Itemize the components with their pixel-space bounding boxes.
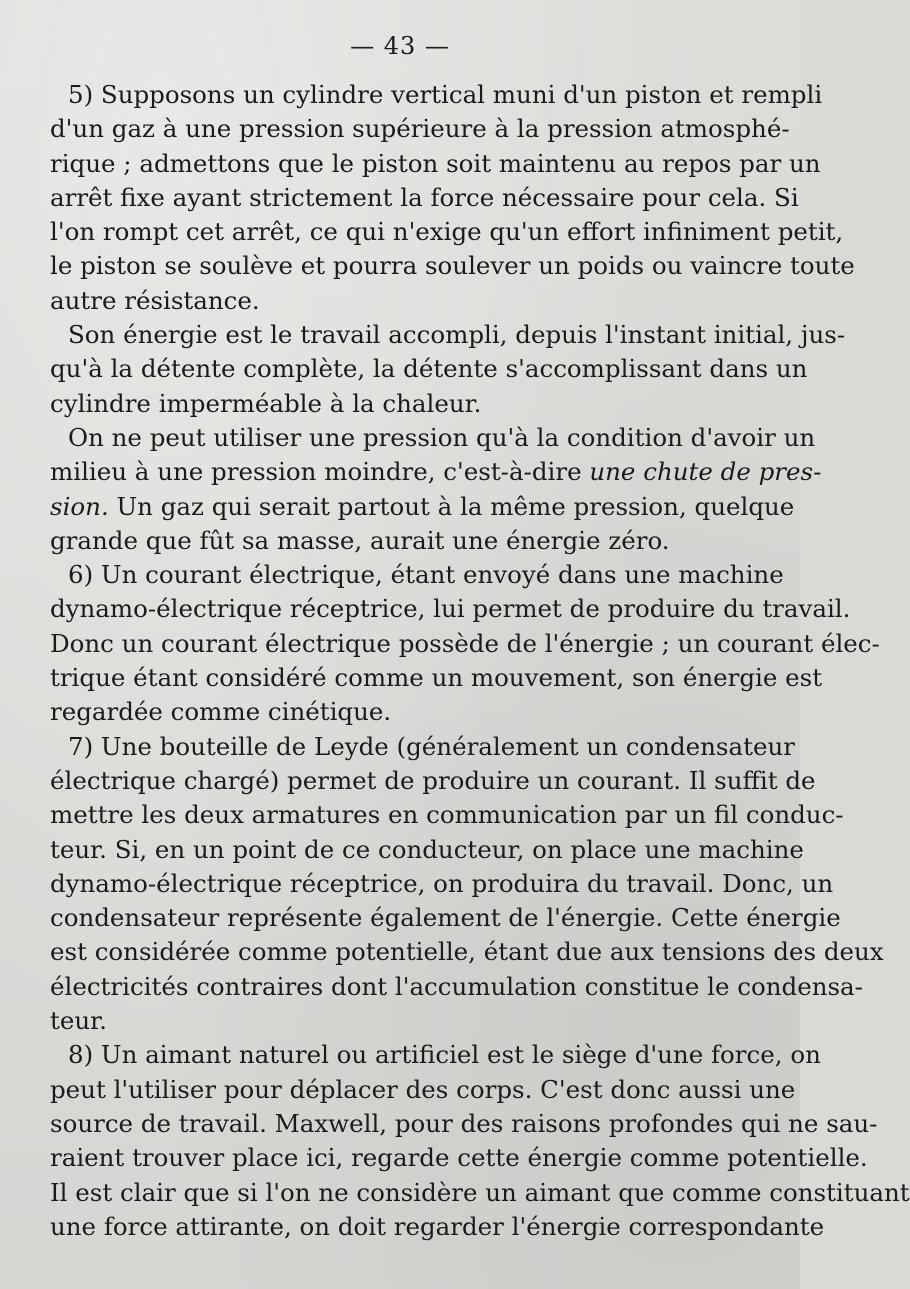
text-line: électricités contraires dont l'accumulation constitue le condensa- xyxy=(50,971,863,1001)
text-line: regardée comme cinétique. xyxy=(50,697,392,727)
text-line xyxy=(50,490,795,524)
text-line: dynamo-électrique réceptrice, on produira du travail. Donc, un xyxy=(50,868,834,898)
text-line: Il est clair que si l'on ne considère un aimant que comme constituant xyxy=(50,1177,910,1207)
italic-phrase: sion. xyxy=(50,491,109,521)
text-line: électrique chargé) permet de produire un courant. Il suffit de xyxy=(50,765,816,795)
paragraph-6 xyxy=(50,558,880,729)
text-segment: milieu à une pression moindre, c'est-à-dire xyxy=(50,457,582,487)
text-line: le piston se soulève et pourra soulever un poids ou vaincre toute xyxy=(50,251,855,281)
text-line: arrêt fixe ayant strictement la force nécessaire pour cela. Si xyxy=(50,182,799,212)
text-line: On ne peut utiliser une pression qu'à la condition d'avoir un xyxy=(68,422,816,452)
paragraph-5 xyxy=(50,78,855,318)
text-line: autre résistance. xyxy=(50,285,260,315)
text-line: est considérée comme potentielle, étant due aux tensions des deux xyxy=(50,937,884,967)
text-line: 7) Une bouteille de Leyde (généralement un condensateur xyxy=(68,731,795,761)
text-line: source de travail. Maxwell, pour des raisons profondes qui ne sau- xyxy=(50,1108,878,1138)
text-line: une force attirante, on doit regarder l'énergie correspondante xyxy=(50,1211,825,1241)
text-line: trique étant considéré comme un mouvement, son énergie est xyxy=(50,663,823,693)
text-line: qu'à la détente complète, la détente s'accomplissant dans un xyxy=(50,354,808,384)
text-line: 5) Supposons un cylindre vertical muni d'un piston et rempli xyxy=(68,80,823,109)
paragraph-pressure-drop xyxy=(50,421,822,558)
text-line: d'un gaz à une pression supérieure à la pression atmosphé- xyxy=(50,114,790,144)
text-line: grande que fût sa masse, aurait une énergie zéro. xyxy=(50,525,670,555)
text-segment: Un gaz qui serait partout à la même pression, quelque xyxy=(108,491,795,521)
text-line: teur. xyxy=(50,1006,107,1036)
paragraph-7 xyxy=(50,730,884,1039)
page-body xyxy=(50,78,910,1244)
text-line: teur. Si, en un point de ce conducteur, on place une machine xyxy=(50,834,804,864)
text-line: mettre les deux armatures en communication par un fil conduc- xyxy=(50,800,844,830)
text-line: Son énergie est le travail accompli, depuis l'instant initial, jus- xyxy=(68,320,846,350)
text-line: raient trouver place ici, regarde cette énergie comme potentielle. xyxy=(50,1143,868,1173)
text-line: dynamo-électrique réceptrice, lui permet de produire du travail. xyxy=(50,594,851,624)
italic-phrase: une chute de pres- xyxy=(589,457,822,487)
text-line: rique ; admettons que le piston soit maintenu au repos par un xyxy=(50,148,821,178)
text-line: condensateur représente également de l'énergie. Cette énergie xyxy=(50,903,841,933)
text-line: Donc un courant électrique possède de l'énergie ; un courant élec- xyxy=(50,628,880,658)
paragraph-energy-definition xyxy=(50,318,846,421)
text-line: peut l'utiliser pour déplacer des corps. C'est donc aussi une xyxy=(50,1074,796,1104)
text-line: 8) Un aimant naturel ou artificiel est le siège d'une force, on xyxy=(68,1040,821,1070)
page-number: — 43 — xyxy=(350,32,450,60)
paragraph-8 xyxy=(50,1038,910,1244)
text-line xyxy=(50,455,822,489)
text-line: cylindre imperméable à la chaleur. xyxy=(50,388,482,418)
text-line: 6) Un courant électrique, étant envoyé dans une machine xyxy=(68,560,784,590)
text-line: l'on rompt cet arrêt, ce qui n'exige qu'un effort infiniment petit, xyxy=(50,217,844,247)
